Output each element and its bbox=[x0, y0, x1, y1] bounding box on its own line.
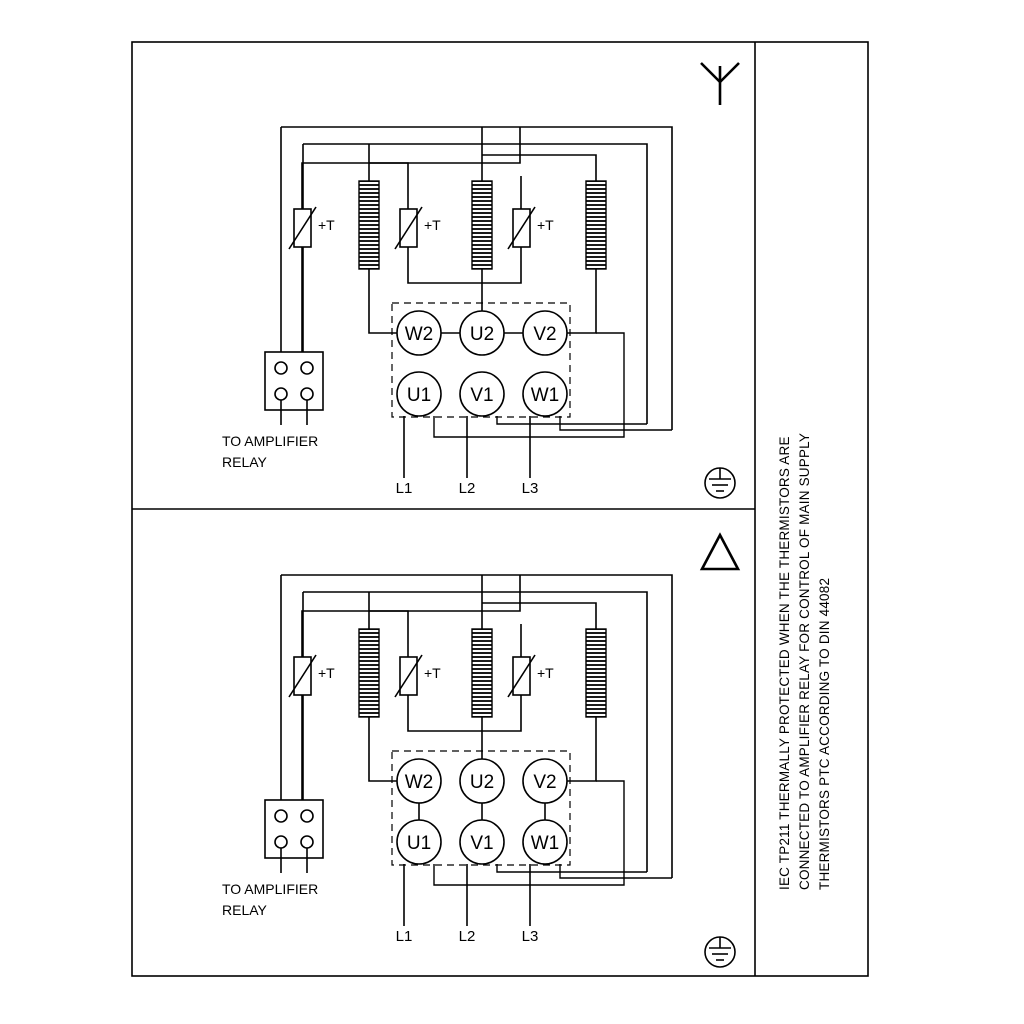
amplifier-label-line2: RELAY bbox=[222, 454, 267, 470]
terminal-label-u2: U2 bbox=[469, 324, 495, 345]
coil-5 bbox=[472, 629, 492, 753]
amplifier-label-line1: TO AMPLIFIER bbox=[222, 433, 319, 449]
note-line-1: IEC TP211 THERMALLY PROTECTED WHEN THE THERMISTORS ARE bbox=[777, 436, 792, 890]
terminal-label-w2-delta: W2 bbox=[404, 772, 434, 793]
thermistor-6 bbox=[508, 644, 535, 709]
note-line-3: THERMISTORS PTC ACCORDING TO DIN 44082 bbox=[817, 577, 832, 890]
supply-label-l1: L1 bbox=[395, 480, 413, 497]
amplifier-terminal-block-2 bbox=[265, 800, 323, 873]
thermistor-label-1: +T bbox=[318, 217, 335, 233]
terminal-label-w2: W2 bbox=[404, 324, 434, 345]
thermistor-1 bbox=[289, 196, 316, 261]
delta-symbol bbox=[702, 535, 738, 569]
supply-label-l2-delta: L2 bbox=[458, 928, 476, 945]
wye-symbol bbox=[701, 63, 739, 105]
coil-2 bbox=[472, 181, 492, 305]
amplifier-terminal-block bbox=[265, 352, 323, 425]
panel-star bbox=[222, 63, 739, 498]
earth-ground-icon-2 bbox=[705, 937, 735, 967]
thermistor-label-3: +T bbox=[537, 217, 554, 233]
thermistor-label-4: +T bbox=[318, 665, 335, 681]
terminal-label-v2-delta: V2 bbox=[533, 772, 557, 793]
amplifier-label-2-line2: RELAY bbox=[222, 902, 267, 918]
thermistor-4 bbox=[289, 644, 316, 709]
terminal-label-v1: V1 bbox=[470, 385, 494, 406]
amplifier-label-2-line1: TO AMPLIFIER bbox=[222, 881, 319, 897]
supply-label-l3: L3 bbox=[521, 480, 539, 497]
terminal-label-v1-delta: V1 bbox=[470, 833, 494, 854]
terminal-label-u1: U1 bbox=[406, 385, 432, 406]
supply-label-l1-delta: L1 bbox=[395, 928, 413, 945]
thermistor-label-6: +T bbox=[537, 665, 554, 681]
thermistor-label-2: +T bbox=[424, 217, 441, 233]
terminal-label-w1-delta: W1 bbox=[530, 833, 560, 854]
thermistor-3 bbox=[508, 196, 535, 261]
note-line-2: CONNECTED TO AMPLIFIER RELAY FOR CONTROL OF MAIN SUPPLY bbox=[797, 432, 812, 890]
thermistor-5 bbox=[395, 644, 422, 709]
note-column bbox=[777, 433, 832, 890]
terminal-label-w1: W1 bbox=[530, 385, 560, 406]
supply-label-l3-delta: L3 bbox=[521, 928, 539, 945]
coil-1 bbox=[359, 181, 379, 305]
thermistor-label-5: +T bbox=[424, 665, 441, 681]
terminal-label-u1-delta: U1 bbox=[406, 833, 432, 854]
coil-6 bbox=[586, 629, 606, 753]
coil-4 bbox=[359, 629, 379, 753]
earth-ground-icon bbox=[705, 468, 735, 498]
supply-label-l2: L2 bbox=[458, 480, 476, 497]
terminal-label-v2: V2 bbox=[533, 324, 557, 345]
panel-delta bbox=[222, 535, 738, 967]
coil-3 bbox=[586, 181, 606, 305]
terminal-label-u2-delta: U2 bbox=[469, 772, 495, 793]
thermistor-2 bbox=[395, 196, 422, 261]
